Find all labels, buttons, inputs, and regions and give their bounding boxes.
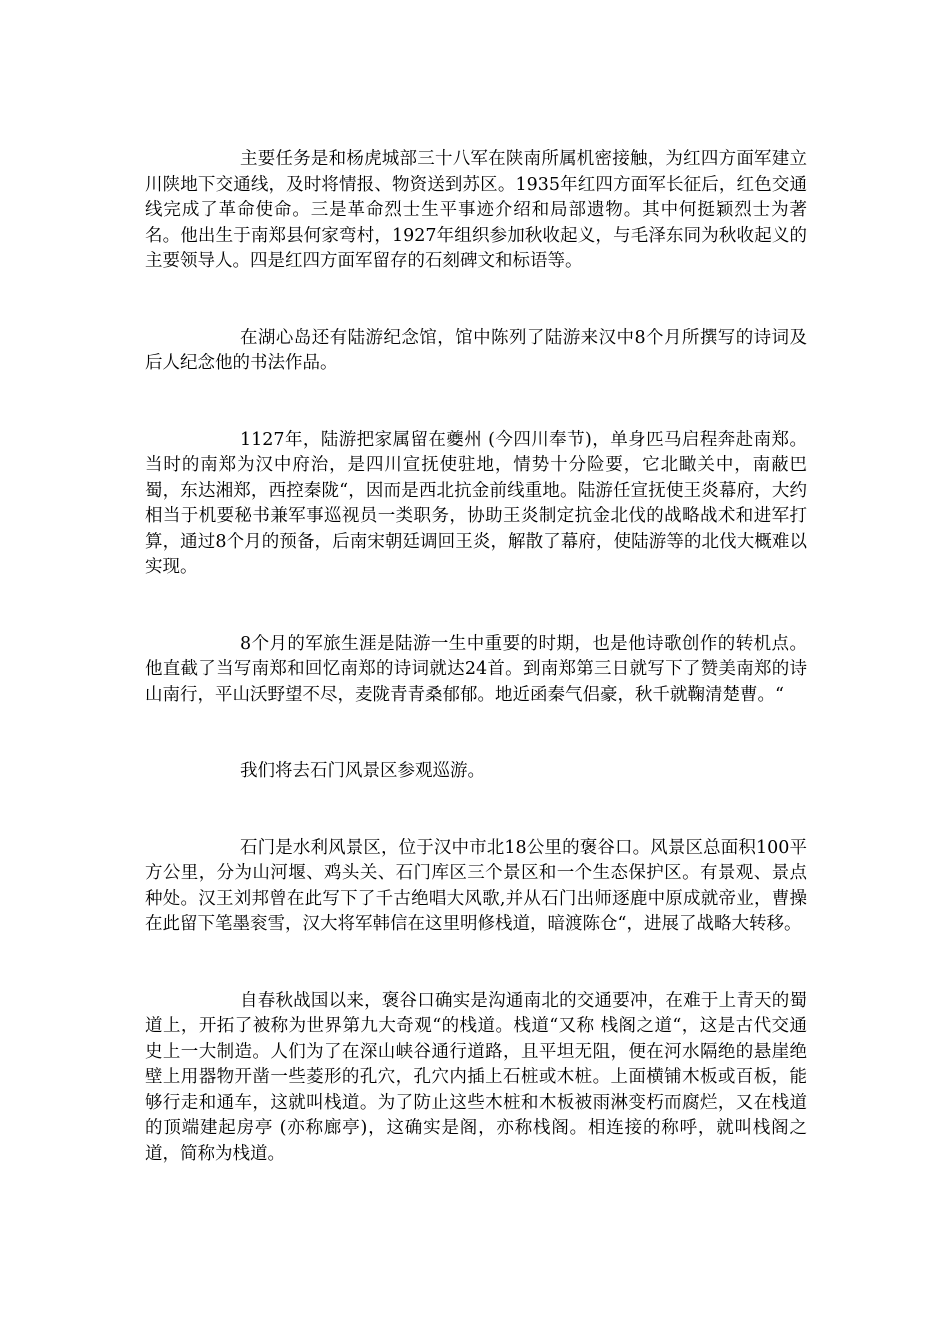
paragraph-3: 1127年，陆游把家属留在夔州 (今四川奉节)，单身匹马启程奔赴南郑。当时的南郑为汉中府治，是四川宣抚使驻地，情势十分险要，它北瞰关中，南蔽巴蜀，东达湘郑，西控秦陇“，因而是西北抗金前线重地。陆游任宣抚使王炎幕府，大约相当于机要秘书兼军事巡视员一类职务，协助王炎制定抗金北伐的战略战术和进军打算，通过8个月的预备，后南宋朝廷调回王炎，解散了幕府，使陆游等的北伐大概难以实现。: [145, 429, 807, 577]
paragraph-5: 我们将去石门风景区参观巡游。: [240, 761, 485, 781]
paragraph-6: 石门是水利风景区，位于汉中市北18公里的褒谷口。风景区总面积100平方公里，分为山河堰、鸡头关、石门库区三个景区和一个生态保护区。有景观、景点种处。汉王刘邦曾在此写下了千古绝唱大风歌,并从石门出师逐鹿中原成就帝业，曹操在此留下笔墨衮雪，汉大将军韩信在这里明修栈道，暗渡陈仓“，进展了战略大转移。: [145, 837, 807, 934]
document-body: [145, 147, 807, 1167]
paragraph-1: 主要任务是和杨虎城部三十八军在陕南所属机密接触，为红四方面军建立川陕地下交通线，及时将情报、物资送到苏区。1935年红四方面军长征后，红色交通线完成了革命使命。三是革命烈士生平事迹介绍和局部遗物。其中何挺颖烈士为著名。他出生于南郑县何家弯村，1927年组织参加秋收起义，与毛泽东同为秋收起义的主要领导人。四是红四方面军留存的石刻碑文和标语等。: [145, 149, 807, 271]
paragraph-2: 在湖心岛还有陆游纪念馆，馆中陈列了陆游来汉中8个月所撰写的诗词及后人纪念他的书法作品。: [145, 327, 807, 373]
paragraph-4: 8个月的军旅生涯是陆游一生中重要的时期，也是他诗歌创作的转机点。他直截了当写南郑和回忆南郑的诗词就达24首。到南郑第三日就写下了赞美南郑的诗 山南行，平山沃野望不尽，麦陇青青桑郁郁。地近函秦气侣豪，秋千就鞠清楚曹。“: [145, 633, 807, 705]
paragraph-7: 自春秋战国以来，褒谷口确实是沟通南北的交通要冲，在难于上青天的蜀道上，开拓了被称为世界第九大奇观“的栈道。栈道“又称 栈阁之道“，这是古代交通史上一大制造。人们为了在深山峡谷通行道路，且平坦无阻，便在河水隔绝的悬崖绝壁上用器物开凿一些菱形的孔穴，孔穴内插上石桩或木桩。上面横铺木板或百板，能够行走和通车，这就叫栈道。为了防止这些木桩和木板被雨淋变朽而腐烂，又在栈道的顶端建起房亭 (亦称廊亭)，这确实是阁，亦称栈阁。相连接的称呼，就叫栈阁之道，简称为栈道。: [145, 990, 807, 1164]
